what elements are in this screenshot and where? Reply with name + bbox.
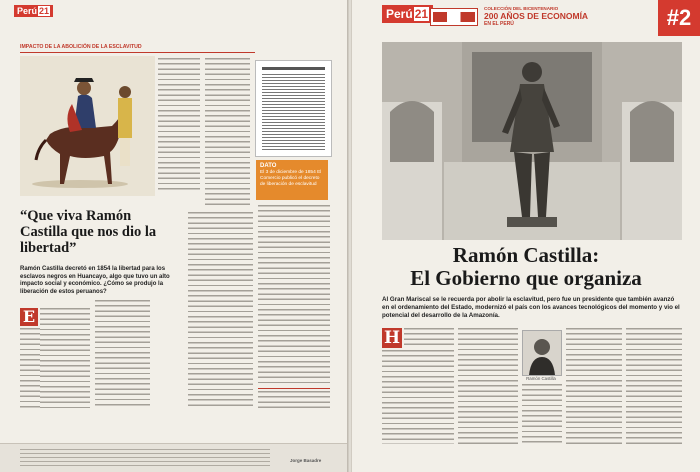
logo-brand: Perú xyxy=(17,6,38,16)
left-text-column-1 xyxy=(158,58,200,193)
left-body-col-d xyxy=(258,205,330,385)
headline-line-1: Ramón Castilla: xyxy=(452,243,600,267)
collection-label: COLECCIÓN DEL BICENTENARIO xyxy=(484,6,559,11)
castilla-statue-photo xyxy=(382,42,682,240)
right-lead: Al Gran Mariscal se le recuerda por abolir la esclavitud, pero fue un presidente que también avanzó en el ordenamiento del Estado, modernizó el país con los avances tecnológicos del momento y vio el potencial del desarrollo de la Amazonía. xyxy=(382,296,680,319)
headline-line-2: El Gobierno que organiza xyxy=(410,266,642,290)
left-headline: “Que viva Ramón Castilla que nos dio la libertad” xyxy=(20,208,157,256)
left-text-column-2 xyxy=(205,58,250,208)
issue-number-badge: #2 xyxy=(658,0,700,36)
logo-number: 21 xyxy=(39,6,50,16)
quote-box xyxy=(258,388,330,409)
right-body-col-c xyxy=(522,384,562,444)
left-lead: Ramón Castilla decretó en 1854 la libertad para los esclavos negros en Huancayo, algo que tuvo un alto impacto social y económico. ¿Cómo se produjo la liberación de estos peruanos? xyxy=(20,266,170,295)
left-body-col-a2 xyxy=(20,328,40,408)
right-headline xyxy=(352,244,700,290)
right-body-col-a xyxy=(404,328,454,348)
bicentenario-seal xyxy=(430,8,478,26)
left-body-col-c xyxy=(188,212,253,408)
right-body-col-a2 xyxy=(382,350,454,444)
peru21-logo xyxy=(14,5,53,17)
left-page xyxy=(0,0,347,472)
dato-box xyxy=(256,160,328,200)
right-page xyxy=(352,0,700,472)
right-drop-cap: H xyxy=(383,328,401,348)
portrait-caption: Ramón Castilla xyxy=(526,376,556,381)
horseman-illustration xyxy=(20,56,155,196)
right-body-col-d xyxy=(566,328,622,444)
right-body-col-b xyxy=(458,328,518,444)
right-body-col-e xyxy=(626,328,682,444)
decree-document-image xyxy=(255,60,332,157)
collection-title: 200 AÑOS DE ECONOMÍA xyxy=(484,11,589,21)
left-body-col-a xyxy=(40,308,90,408)
logo-number: 21 xyxy=(414,7,429,21)
logo-brand: Perú xyxy=(386,7,413,21)
dato-text: El 3 de diciembre de 1854 El Comercio publicó el decreto de liberación de esclavitud xyxy=(260,170,322,187)
dato-label: DATO xyxy=(260,163,277,169)
left-drop-cap: E xyxy=(20,308,38,326)
collection-header xyxy=(484,6,588,27)
left-body-col-b xyxy=(95,300,150,408)
footer-name: Jorge Basadre xyxy=(290,458,322,463)
peru21-logo-right xyxy=(382,5,433,23)
castilla-portrait xyxy=(522,330,562,376)
collection-subtitle: EN EL PERÚ xyxy=(484,21,514,27)
left-footer xyxy=(0,443,347,472)
section-title: IMPACTO DE LA ABOLICIÓN DE LA ESCLAVITUD xyxy=(20,44,142,50)
section-rule xyxy=(20,52,255,53)
